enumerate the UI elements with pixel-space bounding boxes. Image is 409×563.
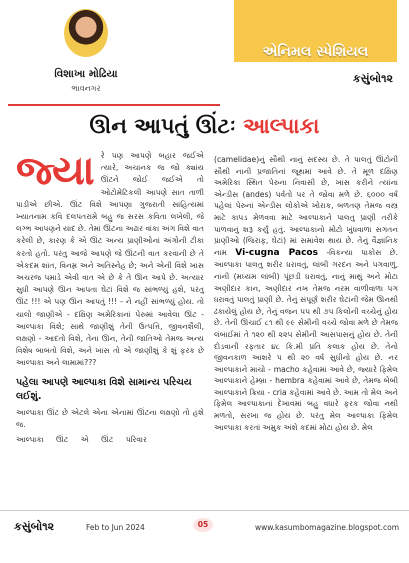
term-macho: macho: [273, 364, 300, 374]
footer-brand: કસુંબો૧૨: [14, 520, 55, 533]
term-cria: cria: [272, 387, 287, 397]
footer-divider: [0, 510, 409, 511]
footer-date: Feb to Jun 2024: [86, 523, 145, 532]
section-title: એનિમલ સ્પેશિયલ: [262, 44, 369, 60]
headline-accent: આલ્પાકા: [243, 114, 320, 138]
text-span: કહેવામાં આવે છે. આમ તો મેલ અને ફિમેલ આલ્પાકાનાં દેખાવમાં બહુ વધારે ફરક જોવા નથી મળતો, સરખા જ હોય છે. પરંતુ મેલ આલ્પાકા ફિમેલ આલ્પાકા કરતાં અમુક અંશે કદમાં મોટા હોય છે. મેલ: [214, 387, 398, 432]
text-span: કહેવામાં આવે છે, તેમજ બેબી આલ્પાકાને ક્રિયા -: [214, 376, 398, 397]
article-headline: [0, 114, 409, 139]
footer-url[interactable]: www.kasumbomagazine.blogspot.com: [254, 523, 399, 532]
author-name: વિશાખા મોઢિયા: [54, 68, 118, 80]
paragraph-3: આલ્પાકા ઊંટ એ ઊંટ પરિવાર: [16, 435, 147, 445]
text-span: કહેવામાં આવે છે, જ્યારે ફિમેલ આલ્પાકાને હેમ્બ્રા -: [214, 364, 399, 386]
dropcap: જ્યા: [16, 148, 95, 194]
right-column: [214, 154, 398, 433]
author-city: ભાવનગર: [71, 84, 101, 93]
text-span: -વિકન્યા પાકોસ છે. આલ્પાકા પાલતુ શરીર ધરાવતું, લાંબી ગરદન અને પગવાળું, નાની (મધ્યમ લાંબી) પૂંછડી ધરાવતું, નાનું માથું અને મોટા અણીદાર કાન, અણીદાર નખ તેમજ નરમ વાળીવાળા પગ ધરાવતું પાલતું પ્રાણી છે. તેનું સંપૂર્ણ શરીર ઘેટાંની જેમ ઊનથી ઢંકાયેલું હોય છે, તેનું વજન ૫૫ થી ૭૫ કિલોની વચ્ચેનું હોય છે. તેની ઊંચાઈ ૮૧ થી ૯૯ સેમીની વચ્ચે જોવા મળે છે તેમજ લંબાઈમાં તે ૧૨૦ થી ૨૨૫ સેમીની આસપાસનું હોય છે. તેની દોડવાની રફતાર ૪૮ કિ.મી પ્રતિ કલાક હોય છે. તેનો જીવનકાળ આશરે ૫ થી ૨૦ વર્ષ સુધીનો હોય છે. નર આલ્પાકાને માચો -: [214, 247, 399, 374]
scientific-name: Vi-cugna Pacos: [235, 247, 318, 258]
subheading: પહેલા આપણે આલ્પાકા વિશે સામાન્ય પરિચય લઈશું.: [16, 376, 192, 402]
term-hembra: hembra: [275, 376, 305, 386]
page-number: 05: [193, 518, 213, 532]
author-photo: [64, 9, 108, 57]
headline-main: ઊન આપતું ઊંટઃ: [89, 114, 244, 138]
text-span: (camelidae)નું સૌથી નાનું સદસ્ય છે. તે પાલતું ઊંટોની સૌથી નાની પ્રજાતિનાં જૂથમાં આવે છે. તે મૂળ દક્ષિણ અમેરિકા સ્થિત પેરુના નિવાસી છે, ખાસ કરીને ત્યાંના એન્ડીસ (andes) પર્વતો પર તે જોવા મળે છે. ૬૦૦૦ વર્ષ પહેલાં પેરુનાં એન્ડીસ લોકોએ ખોરાક, બળતણ તેમજ વસ્ત્ર માટે કાપડ મેળવવા માટે આલ્પાકાને પાલતુ પ્રાણી તરીકે પાળવાનું શરૂ કર્યું હતું. આલ્પાકાનો મોટો ખુંધવાળા સગતન પ્રાણીઓ (જિરાફ, ઘેટાં) માં સમાવેશ થાય છે. તેનું વૈજ્ઞાનિક નામ: [214, 155, 398, 257]
right-paragraph: [214, 154, 398, 433]
issue-label: કસુંબો૧૨: [352, 72, 393, 85]
left-column: [16, 150, 204, 446]
intro-paragraph: રે પણ આપણે બહાર જઈએ ત્યારે, અચાનક જ જો ક્યાંય ઊંટને જોઈ જઈએ તો ઓટોમેટિકલી આપણે સાત તાળી પાડીએ છીએ. ઊંટ વિશે આપણા ગુજરાતી સાહિત્યમાં ખ્યાતનામ કવિ દલપતરામે બહુ જ સરસ કવિતા લખેલી, જે લગ્ભ આપણને યાદ છે. તેમાં ઊંટના અઢાર વાંકા અંગ વિશે વાત કરેલી છે, કારણ કે એ ઊંટ અન્ય પ્રાણીઓનાં અંગોની ટીકા કરતો હતો. પરંતુ આજે આપણે જે ઊંટની વાત કરવાની છે તે એકદમ શાંત, વિનમ્ર અને અતિસ્નેહ છે; અને એની વિશે ખાસ અચરજ પમાડે એવી વાત એ છે કે તે ઊન આપે છે. અત્યાર સુધી આપણે ઊન આપતા ઘેટાં વિશે જ સાંભળ્યું હશે, પરંતુ ઊંટ !!! એ પણ ઊન આપતું !!! - ને નહીં સાંભળ્યું હોય. તો ચાલો જાણીએ - દક્ષિણ અમેરિકાનાં પેરુમાં આવેલા ઊંટ - આલ્પાકા વિશે; સાથે જાણીશું તેની ઉત્પત્તિ, જીવનશૈલી, લક્ષણો - આદતો વિશે, તેના ઊન, તેની જાતિઓ તેમજ અન્ય વિશેષ બાબતો વિશે, અને ખાસ તો એ જાણીશું કે શું ફરક છે આલ્પાકા અને લામામાં???: [16, 151, 204, 368]
top-divider: [8, 104, 220, 106]
paragraph-2: આલ્પાકા ઊંટ છે એટલે એના એનામાં ઊંટના લક્ષણો તો હશે જ.: [16, 407, 204, 429]
